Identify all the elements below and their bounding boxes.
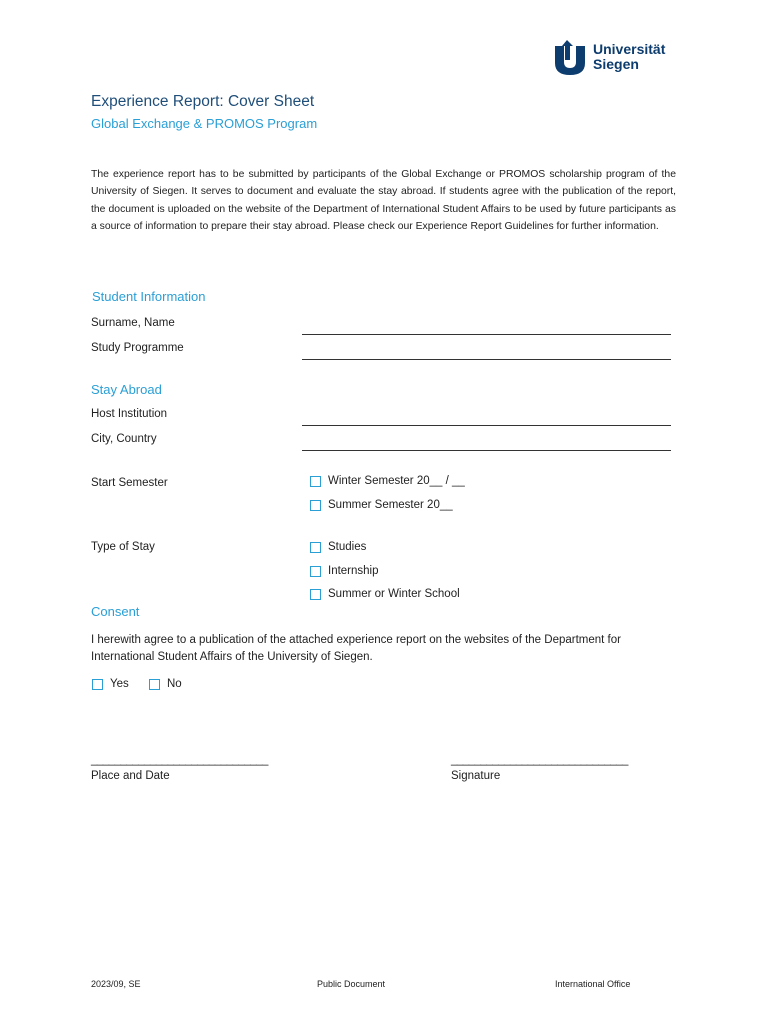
- logo-line-2: Siegen: [593, 56, 639, 72]
- start-semester-label: Start Semester: [91, 477, 168, 489]
- option-summer-winter-school[interactable]: [310, 588, 460, 600]
- place-date-line[interactable]: ______________________________: [91, 754, 268, 766]
- university-logo: [553, 38, 683, 78]
- signature-line[interactable]: ______________________________: [451, 754, 628, 766]
- city-country-field[interactable]: [302, 450, 671, 451]
- university-logo-icon: [553, 40, 589, 76]
- city-country-label: City, Country: [91, 433, 157, 445]
- page-subtitle: Global Exchange & PROMOS Program: [91, 116, 318, 131]
- section-heading-student-info: Student Information: [92, 289, 206, 304]
- section-heading-stay-abroad: Stay Abroad: [91, 382, 162, 397]
- consent-text: I herewith agree to a publication of the attached experience report on the websites of the Department for International Student Affairs of the University of Siegen.: [91, 634, 621, 663]
- option-internship[interactable]: [310, 565, 379, 577]
- surname-label: Surname, Name: [91, 317, 175, 329]
- place-date-label: Place and Date: [91, 770, 170, 782]
- checkbox-icon[interactable]: [310, 589, 321, 600]
- option-label: Summer or Winter School: [328, 588, 460, 600]
- option-label: Summer Semester 20__: [328, 499, 453, 511]
- section-heading-consent: Consent: [91, 604, 140, 619]
- checkbox-icon[interactable]: [92, 679, 103, 690]
- university-logo-text: [593, 42, 665, 72]
- option-label: Internship: [328, 565, 379, 577]
- intro-paragraph: The experience report has to be submitted by participants of the Global Exchange or PROMOS scholarship program of the University of Siegen. It serves to document and evaluate the stay abroad. If students agree with the publication of the report, the document is uploaded on the website of the Department of International Student Affairs to be used by future participants as a source of information to prepare their stay abroad. Please check our Experience Report Guidelines for further information.: [91, 169, 676, 233]
- page-title: Experience Report: Cover Sheet: [91, 93, 315, 110]
- consent-yes-option[interactable]: [92, 678, 129, 690]
- logo-line-1: Universität: [593, 41, 666, 57]
- signature-label: Signature: [451, 770, 501, 782]
- consent-yes-label: Yes: [110, 678, 129, 690]
- consent-no-label: No: [167, 678, 182, 690]
- option-label: Studies: [328, 541, 367, 553]
- host-institution-label: Host Institution: [91, 408, 168, 420]
- option-winter-semester[interactable]: [310, 475, 465, 487]
- checkbox-icon[interactable]: [149, 679, 160, 690]
- option-label: Winter Semester 20__ / __: [328, 475, 465, 487]
- checkbox-icon[interactable]: [310, 542, 321, 553]
- option-summer-semester[interactable]: [310, 499, 453, 511]
- checkbox-icon[interactable]: [310, 476, 321, 487]
- checkbox-icon[interactable]: [310, 566, 321, 577]
- host-institution-field[interactable]: [302, 425, 671, 426]
- footer-office: International Office: [555, 979, 631, 989]
- surname-field[interactable]: [302, 334, 671, 335]
- consent-no-option[interactable]: [149, 678, 182, 690]
- option-studies[interactable]: [310, 541, 366, 553]
- footer-date: 2023/09, SE: [91, 979, 141, 989]
- study-programme-label: Study Programme: [91, 342, 184, 354]
- checkbox-icon[interactable]: [310, 500, 321, 511]
- type-of-stay-label: Type of Stay: [91, 541, 155, 553]
- study-programme-field[interactable]: [302, 359, 671, 360]
- footer-public-document: Public Document: [317, 979, 386, 989]
